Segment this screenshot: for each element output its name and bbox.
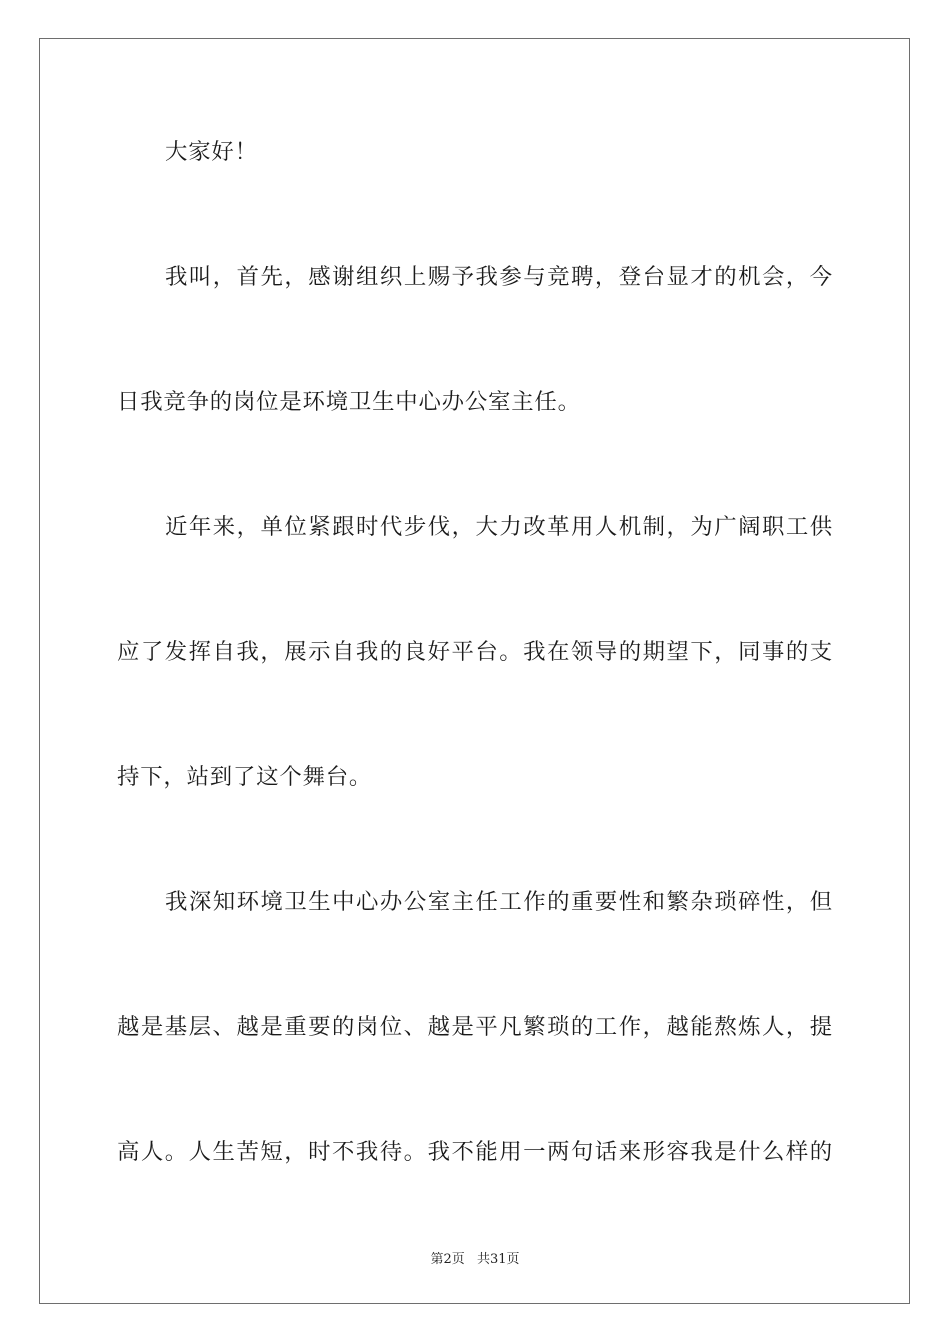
paragraph-line: 应了发挥自我，展示自我的良好平台。我在领导的期望下，同事的支 bbox=[117, 639, 833, 665]
page-footer bbox=[0, 1248, 950, 1267]
paragraph-line: 越是基层、越是重要的岗位、越是平凡繁琐的工作，越能熬炼人，提 bbox=[117, 1014, 833, 1040]
paragraph-line: 持下，站到了这个舞台。 bbox=[117, 764, 373, 790]
paragraph-line: 我叫，首先，感谢组织上赐予我参与竞聘，登台显才的机会，今 bbox=[165, 264, 833, 290]
paragraph-line: 近年来，单位紧跟时代步伐，大力改革用人机制，为广阔职工供 bbox=[165, 514, 833, 540]
page-number: 第2页 bbox=[430, 1252, 465, 1267]
paragraph-line: 高人。人生苦短，时不我待。我不能用一两句话来形容我是什么样的 bbox=[117, 1139, 833, 1165]
greeting-line: 大家好！ bbox=[165, 139, 258, 165]
page-border bbox=[39, 38, 910, 1304]
paragraph-line: 日我竞争的岗位是环境卫生中心办公室主任。 bbox=[117, 389, 581, 415]
paragraph-line: 我深知环境卫生中心办公室主任工作的重要性和繁杂琐碎性，但 bbox=[165, 889, 833, 915]
page-total: 共31页 bbox=[476, 1252, 520, 1267]
